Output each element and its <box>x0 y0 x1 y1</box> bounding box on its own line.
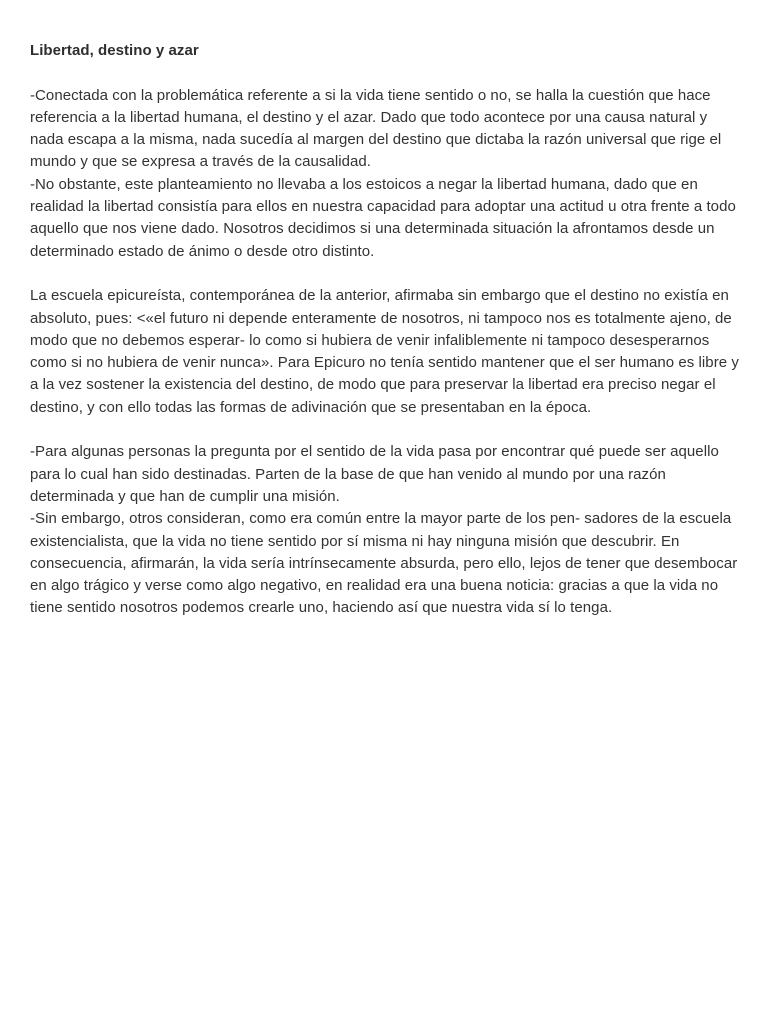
paragraph-stoic-causality: -Conectada con la problemática referente a si la vida tiene sentido o no, se halla la cuestión que hace referencia a la libertad humana, el destino y el azar. Dado que todo acontece por una causa natural y nada escapa a la misma, nada sucedía al margen del destino que dictaba la razón universal que rige el mundo y que se expresa a través de la causalidad. <box>30 86 722 171</box>
blank-line <box>30 263 742 285</box>
blank-line <box>30 62 742 84</box>
paragraph-epicurean: La escuela epicureísta, contemporánea de la anterior, afirmaba sin embargo que el destino no existía en absoluto, pues: <«el futuro ni depende enteramente de nosotros, ni tampoco nos es totalmente ajeno, de modo que no debemos esperar- lo como si hubiera de venir infaliblemente ni tampoco desesperarnos como si no hubiera de venir nunca». Para Epicuro no tenía sentido mantener que el ser humano es libre y a la vez sostener la existencia del destino, de modo que para preservar la libertad era preciso negar el destino, y con ello todas las formas de adivinación que se presentaban en la época. <box>30 287 739 416</box>
paragraph-stoic-freedom: -No obstante, este planteamiento no llevaba a los estoicos a negar la libertad humana, dado que en realidad la libertad consistía para ellos en nuestra capacidad para adoptar una actitud u otra frente a todo aquello que nos viene dado. Nosotros decidimos si una determinada situación la afrontamos desde un determinado estado de ánimo o desde otro distinto. <box>30 175 736 260</box>
note-title: Libertad, destino y azar <box>30 42 199 59</box>
blank-line <box>30 419 742 441</box>
paragraph-existentialist: -Sin embargo, otros consideran, como era común entre la mayor parte de los pen- sadores de la escuela existencialista, que la vida no tiene sentido por sí misma ni hay ninguna misión que descubrir. En consecuencia, afirmarán, la vida sería intrínsecamente absurda, pero ello, lejos de tener que desembocar en algo trágico y verse como algo negativo, en realidad era una buena noticia: gracias a que la vida no tiene sentido nosotros podemos crearle uno, haciendo así que nuestra vida sí lo tenga. <box>30 510 738 617</box>
note-body <box>30 40 742 620</box>
paragraph-destined-mission: -Para algunas personas la pregunta por el sentido de la vida pasa por encontrar qué puede ser aquello para lo cual han sido destinadas. Parten de la base de que han venido al mundo por una razón determinada y que han de cumplir una misión. <box>30 443 719 505</box>
